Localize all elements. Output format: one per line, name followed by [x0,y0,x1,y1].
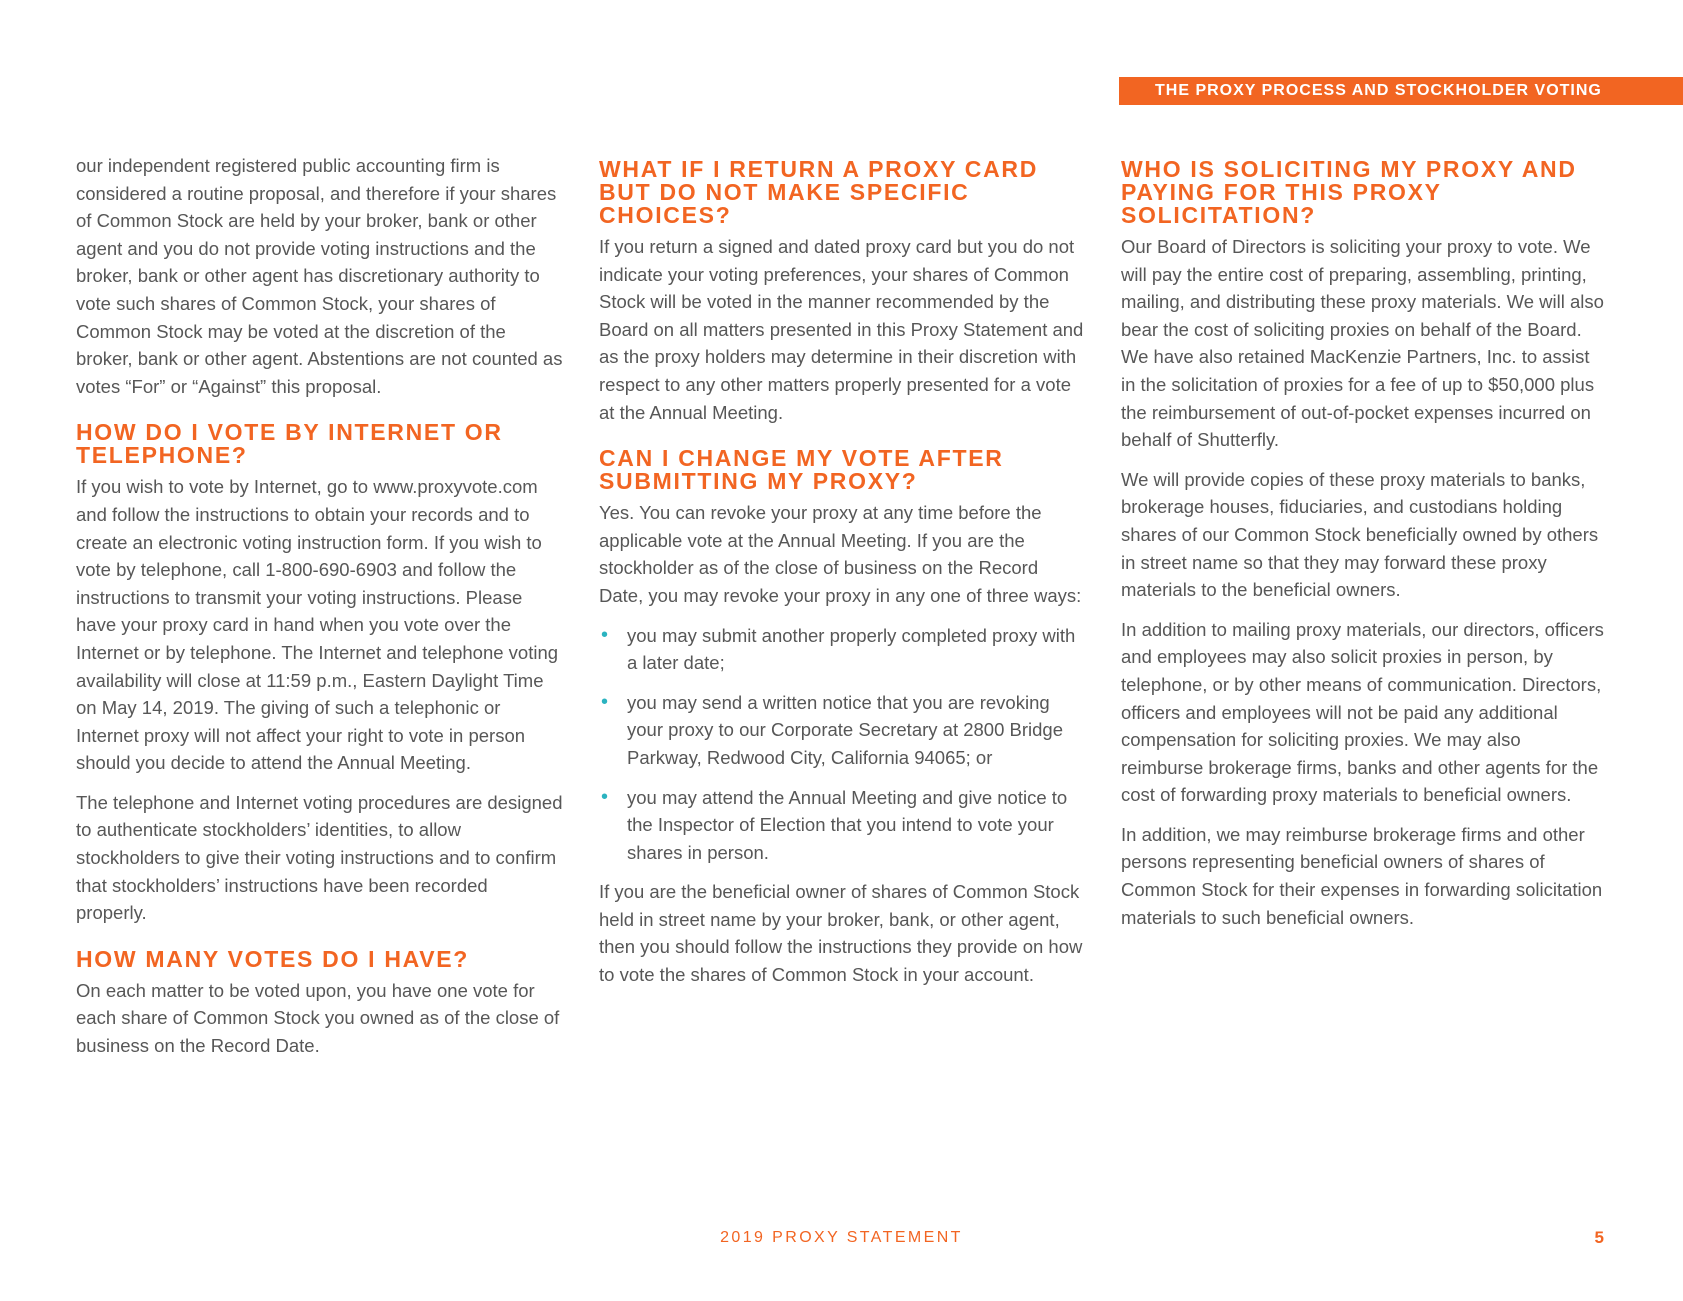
list-item-text: you may submit another properly completed proxy with a later date; [627,624,1076,674]
section-title: THE PROXY PROCESS AND STOCKHOLDER VOTING [1155,82,1602,99]
list-item [599,689,1086,772]
column-right [1121,158,1608,943]
list-item [599,784,1086,867]
revoke-options-list [599,622,1086,867]
paragraph: We will provide copies of these proxy materials to banks, brokerage houses, fiduciaries, and custodians holding shares of our Common Stock beneficially owned by others in street name so that they may forward these proxy materials to the beneficial owners. [1121,468,1599,601]
paragraph: our independent registered public accounting firm is considered a routine proposal, and therefore if your shares of Common Stock are held by your broker, bank or other agent and you do not provide voting instructions and the broker, bank or other agent has discretionary authority to vote such shares of Common Stock, your shares of Common Stock may be voted at the discretion of the broker, bank or other agent. Abstentions are not counted as votes “For” or “Against” this proposal. [76,155,563,397]
paragraph: In addition to mailing proxy materials, our directors, officers and employees may also solicit proxies in person, by telephone, or by other means of communication. Directors, officers and employees will not be paid any additional compensation for soliciting proxies. We may also reimburse brokerage firms, banks and other agents for the cost of forwarding proxy materials to beneficial owners. [1121,618,1604,806]
column-middle [599,158,1086,1001]
list-item [599,622,1086,677]
heading-how-many-votes: HOW MANY VOTES DO I HAVE? [76,945,470,972]
heading-return-proxy-card: WHAT IF I RETURN A PROXY CARD BUT DO NOT MAKE SPECIFIC CHOICES? [599,156,1039,228]
list-item-text: you may attend the Annual Meeting and give notice to the Inspector of Election that you intend to vote your shares in person. [627,786,1068,863]
bullet-icon: • [601,623,609,646]
paragraph: Our Board of Directors is soliciting your proxy to vote. We will pay the entire cost of preparing, assembling, printing, mailing, and distributing these proxy materials. We will also bear the cost of soliciting proxies on behalf of the Board. We have also retained MacKenzie Partners, Inc. to assist in the solicitation of proxies for a fee of up to $50,000 plus the reimbursement of out-of-pocket expenses incurred on behalf of Shutterfly. [1121,236,1604,451]
page-number: 5 [1594,1228,1604,1247]
heading-vote-by-internet: HOW DO I VOTE BY INTERNET OR TELEPHONE? [76,419,503,469]
section-header-banner [1119,77,1683,105]
paragraph: The telephone and Internet voting procedures are designed to authenticate stockholders’ identities, to allow stockholders to give their voting instructions and to confirm that stockholders’ instructions have been recorded properly. [76,791,563,924]
paragraph: If you are the beneficial owner of shares of Common Stock held in street name by your broker, bank, or other agent, then you should follow the instructions they provide on how to vote the shares of Common Stock in your account. [599,881,1083,986]
heading-who-is-soliciting: WHO IS SOLICITING MY PROXY AND PAYING FOR THIS PROXY SOLICITATION? [1121,156,1577,228]
column-left [76,155,563,1072]
heading-change-vote: CAN I CHANGE MY VOTE AFTER SUBMITTING MY PROXY? [599,445,1004,495]
paragraph: Yes. You can revoke your proxy at any time before the applicable vote at the Annual Meeting. If you are the stockholder as of the close of business on the Record Date, you may revoke your proxy in any one of three ways: [599,502,1082,606]
bullet-icon: • [601,785,609,808]
paragraph: If you wish to vote by Internet, go to www.proxyvote.com and follow the instructions to obtain your records and to create an electronic voting instruction form. If you wish to vote by telephone, call 1-800-690-6903 and follow the instructions to transmit your voting instructions. Please have your proxy card in hand when you vote over the Internet or by telephone. The Internet and telephone voting availability will close at 11:59 p.m., Eastern Daylight Time on May 14, 2019. The giving of such a telephonic or Internet proxy will not affect your right to vote in person should you decide to attend the Annual Meeting. [76,476,559,774]
list-item-text: you may send a written notice that you are revoking your proxy to our Corporate Secretary at 2800 Bridge Parkway, Redwood City, California 94065; or [627,691,1064,768]
bullet-icon: • [601,690,609,713]
paragraph: On each matter to be voted upon, you have one vote for each share of Common Stock you owned as of the close of business on the Record Date. [76,979,560,1057]
paragraph: If you return a signed and dated proxy card but you do not indicate your voting preferences, your shares of Common Stock will be voted in the manner recommended by the Board on all matters presented in this Proxy Statement and as the proxy holders may determine in their discretion with respect to any other matters properly presented for a vote at the Annual Meeting. [599,236,1084,423]
footer-document-title: 2019 PROXY STATEMENT [720,1229,963,1246]
paragraph: In addition, we may reimburse brokerage firms and other persons representing beneficial owners of shares of Common Stock for their expenses in forwarding solicitation materials to such beneficial owners. [1121,823,1603,928]
